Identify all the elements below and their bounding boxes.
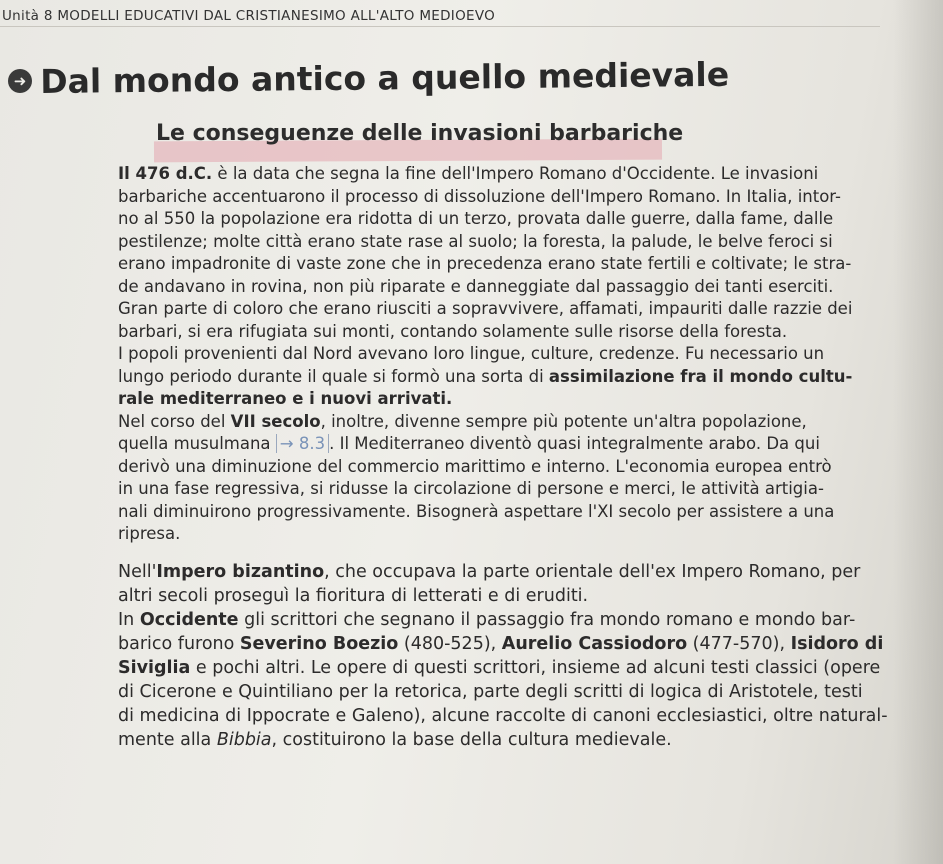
text-run: e pochi altri. Le opere di questi scrittori, insieme ad alcuni testi classici (opere [190, 657, 881, 678]
body-text [118, 163, 928, 752]
text-run: (477-570), [687, 633, 791, 654]
italic-term: Bibbia [216, 729, 272, 750]
text-line: barbariche accentuarono il processo di dissoluzione dell'Impero Romano. In Italia, intor- [118, 186, 841, 206]
text-run: , inoltre, divenne sempre più potente un'altra popolazione, [320, 411, 807, 431]
text-line: erano impadronite di vaste zone che in precedenza erano state fertili e coltivate; le stra- [118, 254, 852, 273]
text-line: derivò una diminuzione del commercio marittimo e interno. L'economia europea entrò [118, 456, 832, 476]
paragraph-west-writers [118, 608, 928, 752]
paragraph-muslims [118, 411, 928, 546]
text-line: rale mediterraneo e i nuovi arrivati. [118, 389, 453, 408]
text-line: in una fase regressiva, si ridusse la circolazione di persone e merci, le attività artigia- [118, 479, 824, 498]
text-run: In [118, 609, 140, 630]
text-line: de andavano in rovina, non più riparate e danneggiate dal passaggio dei tanti eserciti. [118, 276, 834, 296]
paragraph-invasions [118, 163, 928, 343]
text-run: (480-525), [398, 633, 502, 654]
bold-term: Isidoro di [790, 633, 884, 654]
unit-header: Unità 8 MODELLI EDUCATIVI DAL CRISTIANESIMO ALL'ALTO MEDIOEVO [2, 8, 496, 24]
text-line: barbari, si era rifugiata sui monti, contando solamente sulle risorse della foresta. [118, 321, 788, 341]
paragraph-northern-peoples [118, 343, 928, 411]
paragraph-byzantium [118, 560, 928, 608]
section-title: Dal mondo antico a quello medievale [40, 54, 730, 101]
bold-term: assimilazione fra il mondo cultu- [548, 366, 853, 386]
bold-term: VII secolo [230, 411, 321, 431]
bold-term: Aurelio Cassiodoro [501, 633, 688, 654]
text-run: Nel corso del [118, 411, 231, 431]
text-line: altri secoli proseguì la fioritura di letterati e di eruditi. [118, 585, 589, 606]
text-run: gli scrittori che segnano il passaggio fra mondo romano e mondo bar- [238, 609, 856, 630]
bold-term: Impero bizantino [156, 561, 325, 582]
bold-term: Occidente [139, 609, 239, 630]
text-line: nali diminuirono progressivamente. Bisognerà aspettare l'XI secolo per assistere a una [118, 501, 835, 521]
text-line: no al 550 la popolazione era ridotta di un terzo, provata dalle guerre, dalla fame, dalle [118, 209, 834, 228]
text-line [118, 656, 928, 680]
text-line [118, 632, 928, 656]
text-line: di medicina di Ippocrate e Galeno), alcune raccolte di canoni ecclesiastici, oltre natural- [118, 705, 888, 726]
text-run: Nell' [118, 561, 157, 582]
text-line [118, 728, 928, 752]
text-run: , costituirono la base della cultura medievale. [271, 729, 672, 750]
text-line [118, 411, 928, 434]
text-line [118, 366, 928, 389]
header-rule [0, 26, 880, 27]
text-run: , che occupava la parte orientale dell'ex Impero Romano, per [324, 561, 861, 582]
text-line [118, 560, 928, 584]
text-run: barico furono [118, 633, 240, 654]
text-line [118, 608, 928, 632]
bold-term: Siviglia [118, 657, 191, 678]
subsection-title: Le conseguenze delle invasioni barbariche [156, 121, 684, 146]
text-run: è la data che segna la fine dell'Impero Romano d'Occidente. Le invasioni [212, 164, 819, 183]
date-emphasis: Il 476 d.C. [118, 164, 213, 183]
arrow-right-icon: ➜ [8, 69, 32, 93]
text-run: lungo periodo durante il quale si formò una sorta di [118, 366, 549, 386]
text-line: I popoli provenienti dal Nord avevano loro lingue, culture, credenze. Fu necessario un [118, 344, 825, 363]
text-line: Gran parte di coloro che erano riusciti a sopravvivere, affamati, impauriti dalle razzie dei [118, 299, 853, 318]
cross-reference-link[interactable]: → 8.3 [276, 434, 329, 453]
text-run: quella musulmana [118, 434, 276, 453]
text-line [118, 163, 928, 186]
text-line: di Cicerone e Quintiliano per la retorica, parte degli scritti di logica di Aristotele, testi [118, 681, 863, 702]
bold-term: Severino Boezio [239, 633, 399, 654]
text-line: pestilenze; molte città erano state rase al suolo; la foresta, la palude, le belve feroci si [118, 231, 833, 251]
text-line: ripresa. [118, 524, 181, 543]
text-run: mente alla [118, 729, 217, 750]
text-line [118, 433, 928, 456]
text-run: . Il Mediterraneo diventò quasi integralmente arabo. Da qui [329, 434, 820, 453]
